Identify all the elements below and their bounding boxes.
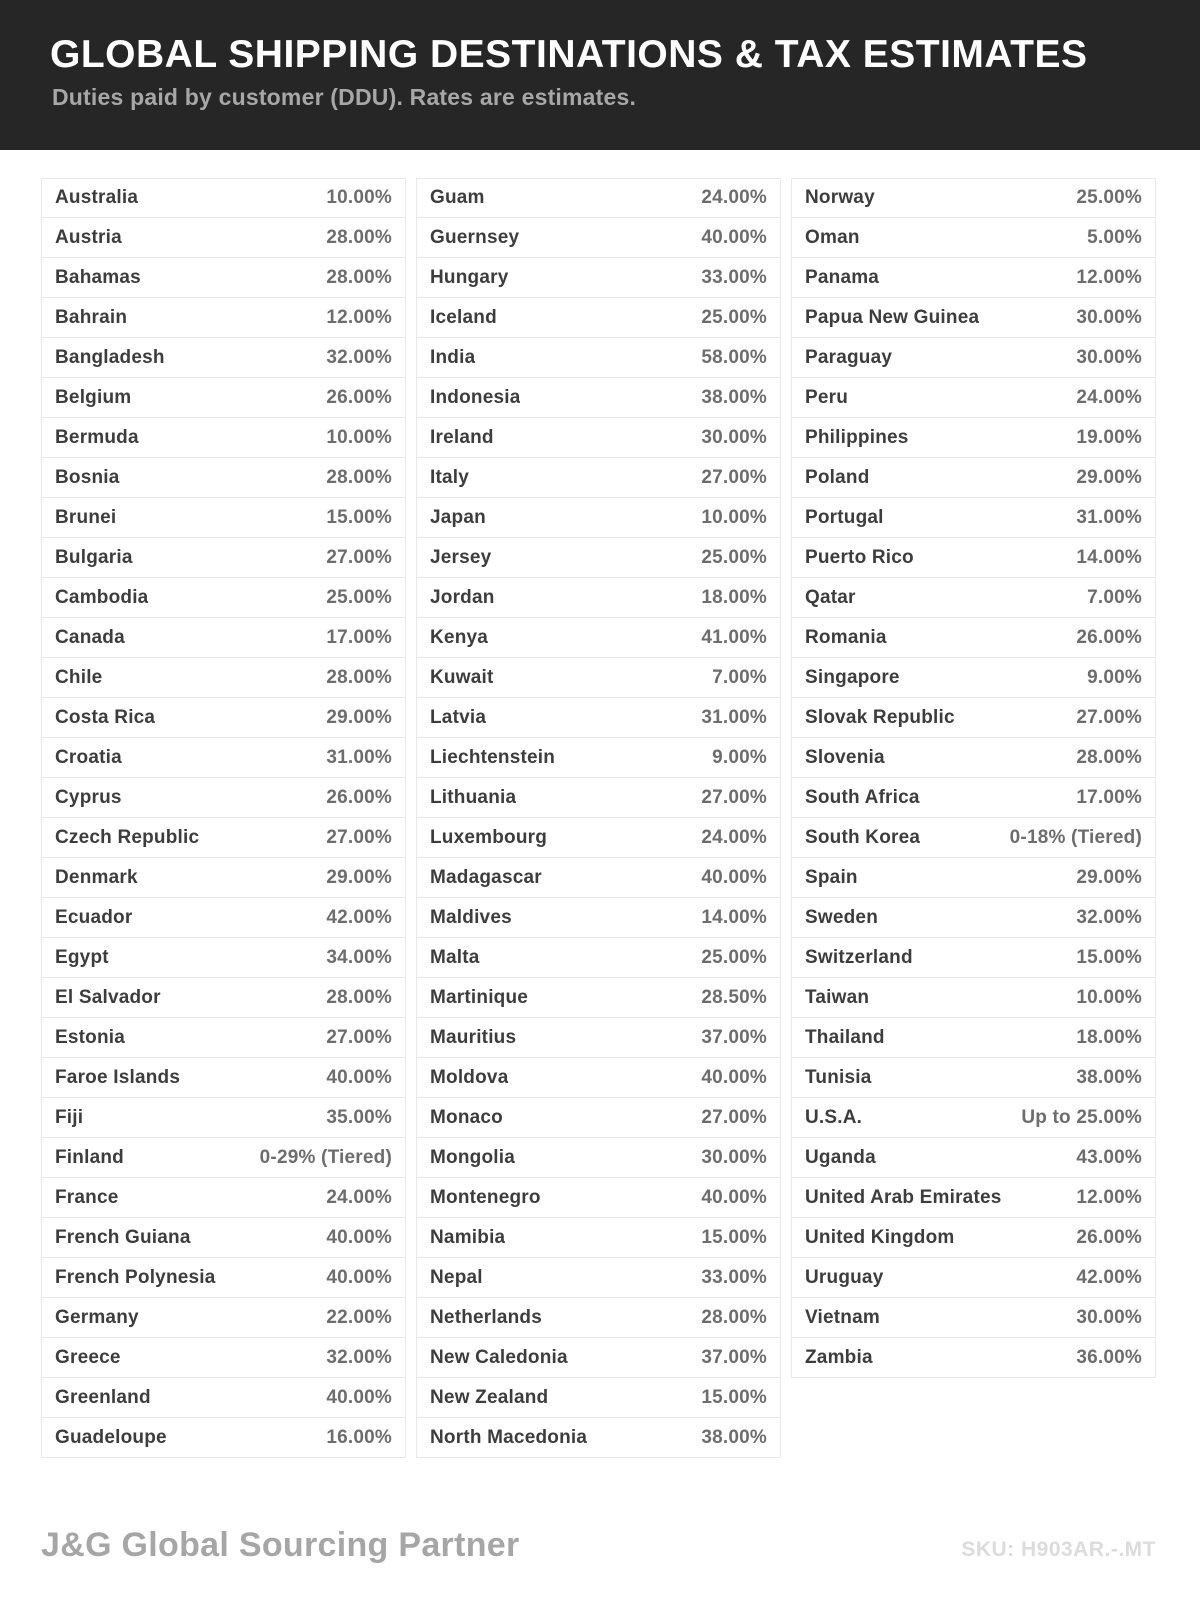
tax-rate: 28.00% bbox=[701, 1306, 767, 1328]
tax-rate: 15.00% bbox=[326, 506, 392, 528]
country-name: Thailand bbox=[805, 1026, 885, 1048]
country-name: Uganda bbox=[805, 1146, 876, 1168]
table-row bbox=[791, 538, 1156, 578]
tax-rate: 16.00% bbox=[326, 1426, 392, 1448]
country-name: Italy bbox=[430, 466, 470, 488]
table-row bbox=[791, 378, 1156, 418]
rates-column-3 bbox=[791, 178, 1156, 1378]
table-row bbox=[41, 1098, 406, 1138]
sku-label: SKU: H903AR.-.MT bbox=[961, 1538, 1156, 1561]
table-row bbox=[41, 538, 406, 578]
country-name: Bahrain bbox=[55, 306, 128, 328]
table-row bbox=[791, 298, 1156, 338]
table-row bbox=[41, 1298, 406, 1338]
country-name: Namibia bbox=[430, 1226, 506, 1248]
tax-rate: 40.00% bbox=[701, 226, 767, 248]
tax-rate: 5.00% bbox=[1087, 226, 1142, 248]
tax-rate: 0-29% (Tiered) bbox=[259, 1146, 392, 1168]
country-name: Guam bbox=[430, 187, 485, 208]
table-row bbox=[791, 1138, 1156, 1178]
country-name: Croatia bbox=[55, 746, 122, 768]
country-name: Bulgaria bbox=[55, 546, 133, 568]
tax-rate: 32.00% bbox=[1076, 906, 1142, 928]
country-name: North Macedonia bbox=[430, 1426, 588, 1448]
tax-rate: 15.00% bbox=[1076, 946, 1142, 968]
country-name: French Guiana bbox=[55, 1226, 191, 1248]
tax-rate: 0-18% (Tiered) bbox=[1009, 826, 1142, 848]
tax-rate: 10.00% bbox=[326, 187, 392, 208]
country-name: Indonesia bbox=[430, 386, 521, 408]
country-name: Brunei bbox=[55, 506, 117, 528]
table-row bbox=[41, 698, 406, 738]
country-name: Papua New Guinea bbox=[805, 306, 980, 328]
tax-rate: 24.00% bbox=[1076, 386, 1142, 408]
country-name: Romania bbox=[805, 626, 887, 648]
tax-rate: 38.00% bbox=[1076, 1066, 1142, 1088]
country-name: Peru bbox=[805, 386, 849, 408]
table-row bbox=[416, 1378, 781, 1418]
country-name: Austria bbox=[55, 226, 122, 248]
country-name: Kuwait bbox=[430, 666, 494, 688]
table-row bbox=[791, 618, 1156, 658]
rates-column-2 bbox=[416, 178, 781, 1458]
country-name: Panama bbox=[805, 266, 880, 288]
tax-rate: 18.00% bbox=[701, 586, 767, 608]
table-row bbox=[791, 818, 1156, 858]
table-row bbox=[41, 738, 406, 778]
table-row bbox=[41, 1338, 406, 1378]
country-name: Bahamas bbox=[55, 266, 141, 288]
tax-rate: 27.00% bbox=[701, 466, 767, 488]
table-row bbox=[416, 378, 781, 418]
country-name: Martinique bbox=[430, 986, 529, 1008]
tax-rate: 18.00% bbox=[1076, 1026, 1142, 1048]
tax-rate: 25.00% bbox=[701, 306, 767, 328]
page-title: GLOBAL SHIPPING DESTINATIONS & TAX ESTIMATES bbox=[50, 33, 1088, 76]
table-row bbox=[791, 858, 1156, 898]
table-row bbox=[416, 578, 781, 618]
country-name: Liechtenstein bbox=[430, 746, 556, 768]
table-row bbox=[416, 1258, 781, 1298]
country-name: Jersey bbox=[430, 546, 492, 568]
country-name: Switzerland bbox=[805, 946, 913, 968]
table-row bbox=[41, 1378, 406, 1418]
table-row bbox=[41, 618, 406, 658]
tax-rate: 9.00% bbox=[1087, 666, 1142, 688]
table-row bbox=[791, 218, 1156, 258]
table-row bbox=[416, 1218, 781, 1258]
table-row bbox=[791, 338, 1156, 378]
country-name: New Caledonia bbox=[430, 1346, 568, 1368]
tax-rate: 29.00% bbox=[326, 706, 392, 728]
country-name: Tunisia bbox=[805, 1066, 872, 1088]
tax-rate: 17.00% bbox=[1076, 786, 1142, 808]
tax-rate: 40.00% bbox=[326, 1266, 392, 1288]
country-name: Estonia bbox=[55, 1026, 126, 1048]
country-name: Montenegro bbox=[430, 1186, 541, 1208]
table-row bbox=[791, 578, 1156, 618]
tax-rate: 28.00% bbox=[326, 266, 392, 288]
tax-rate: 26.00% bbox=[326, 786, 392, 808]
table-row bbox=[41, 938, 406, 978]
table-row bbox=[416, 738, 781, 778]
table-row bbox=[416, 658, 781, 698]
tax-rate: 26.00% bbox=[1076, 1226, 1142, 1248]
tax-rate: 40.00% bbox=[326, 1226, 392, 1248]
tax-rate: 40.00% bbox=[701, 866, 767, 888]
country-name: South Africa bbox=[805, 786, 920, 808]
tax-rate: 33.00% bbox=[701, 1266, 767, 1288]
country-name: Greenland bbox=[55, 1386, 151, 1408]
tax-rate: 14.00% bbox=[701, 906, 767, 928]
table-row bbox=[791, 1178, 1156, 1218]
tax-rate: 40.00% bbox=[326, 1386, 392, 1408]
table-row bbox=[41, 1218, 406, 1258]
tax-rate: 10.00% bbox=[1076, 986, 1142, 1008]
tax-rate: 37.00% bbox=[701, 1346, 767, 1368]
country-name: Finland bbox=[55, 1146, 124, 1168]
table-row bbox=[41, 818, 406, 858]
tax-rate: 30.00% bbox=[1076, 346, 1142, 368]
table-row bbox=[41, 858, 406, 898]
tax-rate: Up to 25.00% bbox=[1021, 1106, 1142, 1128]
table-row bbox=[416, 538, 781, 578]
tax-rate: 27.00% bbox=[326, 546, 392, 568]
tax-rate: 27.00% bbox=[701, 786, 767, 808]
table-row bbox=[41, 898, 406, 938]
tax-rate: 30.00% bbox=[1076, 1306, 1142, 1328]
country-name: Ireland bbox=[430, 426, 494, 448]
table-row bbox=[791, 258, 1156, 298]
table-row bbox=[41, 1058, 406, 1098]
table-row bbox=[416, 458, 781, 498]
tax-rate: 41.00% bbox=[701, 626, 767, 648]
tax-rate: 24.00% bbox=[326, 1186, 392, 1208]
country-name: Canada bbox=[55, 626, 125, 648]
country-name: Vietnam bbox=[805, 1306, 880, 1328]
country-name: Costa Rica bbox=[55, 706, 156, 728]
tax-rate: 36.00% bbox=[1076, 1346, 1142, 1368]
tax-rate: 40.00% bbox=[326, 1066, 392, 1088]
table-row bbox=[791, 1258, 1156, 1298]
table-row bbox=[416, 898, 781, 938]
table-row bbox=[41, 1418, 406, 1458]
table-row bbox=[41, 778, 406, 818]
country-name: Bangladesh bbox=[55, 346, 165, 368]
table-row bbox=[416, 218, 781, 258]
tax-rate: 22.00% bbox=[326, 1306, 392, 1328]
country-name: Monaco bbox=[430, 1106, 503, 1128]
country-name: United Kingdom bbox=[805, 1226, 955, 1248]
tax-rate: 28.00% bbox=[326, 986, 392, 1008]
table-row bbox=[791, 1298, 1156, 1338]
tax-rate: 31.00% bbox=[1076, 506, 1142, 528]
country-name: Portugal bbox=[805, 506, 884, 528]
table-row bbox=[791, 698, 1156, 738]
table-row bbox=[416, 978, 781, 1018]
table-row bbox=[791, 658, 1156, 698]
table-row bbox=[791, 418, 1156, 458]
tax-rate: 12.00% bbox=[1076, 1186, 1142, 1208]
rates-column-1 bbox=[41, 178, 406, 1458]
country-name: Japan bbox=[430, 506, 486, 528]
tax-rate: 15.00% bbox=[701, 1386, 767, 1408]
tax-rate: 9.00% bbox=[712, 746, 767, 768]
country-name: Guernsey bbox=[430, 226, 520, 248]
page-subtitle: Duties paid by customer (DDU). Rates are estimates. bbox=[52, 83, 637, 110]
tax-rate: 29.00% bbox=[1076, 866, 1142, 888]
tax-rate: 12.00% bbox=[1076, 266, 1142, 288]
country-name: Fiji bbox=[55, 1106, 84, 1128]
table-row bbox=[791, 938, 1156, 978]
tax-rate: 43.00% bbox=[1076, 1146, 1142, 1168]
tax-rate: 58.00% bbox=[701, 346, 767, 368]
table-row bbox=[41, 1138, 406, 1178]
tax-rate: 28.00% bbox=[326, 666, 392, 688]
table-row bbox=[791, 978, 1156, 1018]
country-name: Ecuador bbox=[55, 906, 133, 928]
country-name: Slovenia bbox=[805, 746, 885, 768]
tax-rate: 25.00% bbox=[701, 946, 767, 968]
tax-rate: 24.00% bbox=[701, 826, 767, 848]
country-name: U.S.A. bbox=[805, 1106, 863, 1128]
table-row bbox=[416, 1018, 781, 1058]
tax-rate: 25.00% bbox=[701, 546, 767, 568]
table-row bbox=[416, 858, 781, 898]
country-name: Czech Republic bbox=[55, 826, 200, 848]
tax-rate: 35.00% bbox=[326, 1106, 392, 1128]
table-row bbox=[416, 1338, 781, 1378]
tax-rate: 42.00% bbox=[1076, 1266, 1142, 1288]
tax-rate: 29.00% bbox=[326, 866, 392, 888]
table-row bbox=[41, 498, 406, 538]
table-row bbox=[791, 898, 1156, 938]
country-name: Iceland bbox=[430, 306, 497, 328]
country-name: Oman bbox=[805, 226, 860, 248]
tax-rate: 31.00% bbox=[701, 706, 767, 728]
country-name: Spain bbox=[805, 866, 858, 888]
table-row bbox=[791, 778, 1156, 818]
table-row bbox=[416, 1178, 781, 1218]
country-name: Zambia bbox=[805, 1346, 873, 1368]
country-name: France bbox=[55, 1186, 119, 1208]
country-name: Faroe Islands bbox=[55, 1066, 181, 1088]
table-row bbox=[791, 1218, 1156, 1258]
table-row bbox=[41, 1258, 406, 1298]
tax-rate: 38.00% bbox=[701, 386, 767, 408]
table-row bbox=[41, 1178, 406, 1218]
table-row bbox=[791, 1018, 1156, 1058]
rates-table bbox=[41, 178, 1156, 1458]
table-row bbox=[41, 258, 406, 298]
tax-rate: 29.00% bbox=[1076, 466, 1142, 488]
tax-rate: 30.00% bbox=[701, 1146, 767, 1168]
country-name: Australia bbox=[55, 187, 139, 208]
country-name: South Korea bbox=[805, 826, 921, 848]
country-name: El Salvador bbox=[55, 986, 161, 1008]
table-row bbox=[416, 818, 781, 858]
tax-rate: 7.00% bbox=[712, 666, 767, 688]
tax-rate: 24.00% bbox=[701, 187, 767, 208]
table-row bbox=[416, 698, 781, 738]
country-name: Mongolia bbox=[430, 1146, 515, 1168]
tax-rate: 30.00% bbox=[701, 426, 767, 448]
table-row bbox=[41, 578, 406, 618]
country-name: Netherlands bbox=[430, 1306, 543, 1328]
country-name: Qatar bbox=[805, 586, 856, 608]
country-name: Moldova bbox=[430, 1066, 509, 1088]
country-name: United Arab Emirates bbox=[805, 1186, 1002, 1208]
country-name: Kenya bbox=[430, 626, 489, 648]
tax-rate: 19.00% bbox=[1076, 426, 1142, 448]
country-name: Norway bbox=[805, 187, 875, 208]
country-name: Taiwan bbox=[805, 986, 870, 1008]
table-row bbox=[791, 1098, 1156, 1138]
country-name: Luxembourg bbox=[430, 826, 548, 848]
table-row bbox=[416, 1298, 781, 1338]
tax-rate: 27.00% bbox=[1076, 706, 1142, 728]
table-row bbox=[41, 978, 406, 1018]
country-name: Chile bbox=[55, 666, 103, 688]
table-row bbox=[41, 418, 406, 458]
tax-rate: 10.00% bbox=[326, 426, 392, 448]
country-name: Maldives bbox=[430, 906, 512, 928]
tax-rate: 25.00% bbox=[1076, 187, 1142, 208]
country-name: Uruguay bbox=[805, 1266, 884, 1288]
brand-name: J&G Global Sourcing Partner bbox=[41, 1526, 520, 1564]
table-row bbox=[791, 498, 1156, 538]
tax-rate: 34.00% bbox=[326, 946, 392, 968]
tax-rate: 31.00% bbox=[326, 746, 392, 768]
country-name: Cambodia bbox=[55, 586, 149, 608]
tax-rate: 42.00% bbox=[326, 906, 392, 928]
country-name: French Polynesia bbox=[55, 1266, 216, 1288]
table-row bbox=[791, 738, 1156, 778]
tax-rate: 33.00% bbox=[701, 266, 767, 288]
country-name: Malta bbox=[430, 946, 480, 968]
country-name: Hungary bbox=[430, 266, 509, 288]
country-name: Greece bbox=[55, 1346, 121, 1368]
country-name: Poland bbox=[805, 466, 870, 488]
tax-rate: 27.00% bbox=[326, 1026, 392, 1048]
country-name: Puerto Rico bbox=[805, 546, 914, 568]
country-name: Sweden bbox=[805, 906, 878, 928]
table-row bbox=[416, 1418, 781, 1458]
tax-rate: 32.00% bbox=[326, 346, 392, 368]
tax-rate: 38.00% bbox=[701, 1426, 767, 1448]
country-name: Paraguay bbox=[805, 346, 893, 368]
table-row bbox=[41, 458, 406, 498]
tax-rate: 17.00% bbox=[326, 626, 392, 648]
table-row bbox=[791, 1058, 1156, 1098]
table-row bbox=[416, 498, 781, 538]
country-name: New Zealand bbox=[430, 1386, 549, 1408]
country-name: Guadeloupe bbox=[55, 1426, 167, 1448]
country-name: Latvia bbox=[430, 706, 487, 728]
table-row bbox=[41, 298, 406, 338]
tax-rate: 28.50% bbox=[701, 986, 767, 1008]
table-row bbox=[791, 178, 1156, 218]
table-row bbox=[416, 1098, 781, 1138]
country-name: India bbox=[430, 346, 476, 368]
country-name: Belgium bbox=[55, 386, 132, 408]
tax-rate: 30.00% bbox=[1076, 306, 1142, 328]
tax-rate: 40.00% bbox=[701, 1066, 767, 1088]
table-row bbox=[416, 178, 781, 218]
header bbox=[0, 0, 1200, 150]
tax-rate: 25.00% bbox=[326, 586, 392, 608]
table-row bbox=[41, 1018, 406, 1058]
tax-rate: 15.00% bbox=[701, 1226, 767, 1248]
table-row bbox=[41, 378, 406, 418]
country-name: Nepal bbox=[430, 1266, 483, 1288]
table-row bbox=[416, 938, 781, 978]
table-row bbox=[41, 338, 406, 378]
table-row bbox=[416, 338, 781, 378]
country-name: Egypt bbox=[55, 946, 109, 968]
country-name: Singapore bbox=[805, 666, 900, 688]
tax-rate: 28.00% bbox=[326, 466, 392, 488]
table-row bbox=[416, 298, 781, 338]
table-row bbox=[416, 418, 781, 458]
table-row bbox=[41, 218, 406, 258]
tax-rate: 40.00% bbox=[701, 1186, 767, 1208]
tax-rate: 7.00% bbox=[1087, 586, 1142, 608]
country-name: Bosnia bbox=[55, 466, 120, 488]
country-name: Slovak Republic bbox=[805, 706, 955, 728]
tax-rate: 14.00% bbox=[1076, 546, 1142, 568]
country-name: Philippines bbox=[805, 426, 909, 448]
tax-rate: 37.00% bbox=[701, 1026, 767, 1048]
tax-rate: 28.00% bbox=[326, 226, 392, 248]
country-name: Lithuania bbox=[430, 786, 517, 808]
country-name: Germany bbox=[55, 1306, 139, 1328]
table-row bbox=[41, 178, 406, 218]
table-row bbox=[416, 1058, 781, 1098]
country-name: Denmark bbox=[55, 866, 138, 888]
country-name: Mauritius bbox=[430, 1026, 517, 1048]
footer bbox=[41, 1526, 1156, 1565]
tax-rate: 28.00% bbox=[1076, 746, 1142, 768]
table-row bbox=[416, 1138, 781, 1178]
table-row bbox=[41, 658, 406, 698]
tax-rate: 27.00% bbox=[326, 826, 392, 848]
table-row bbox=[791, 458, 1156, 498]
table-row bbox=[416, 258, 781, 298]
tax-rate: 27.00% bbox=[701, 1106, 767, 1128]
tax-rate: 32.00% bbox=[326, 1346, 392, 1368]
tax-rate: 10.00% bbox=[701, 506, 767, 528]
tax-rate: 12.00% bbox=[326, 306, 392, 328]
table-row bbox=[416, 618, 781, 658]
tax-rate: 26.00% bbox=[1076, 626, 1142, 648]
country-name: Jordan bbox=[430, 586, 495, 608]
table-row bbox=[791, 1338, 1156, 1378]
country-name: Madagascar bbox=[430, 866, 542, 888]
tax-rate: 26.00% bbox=[326, 386, 392, 408]
table-row bbox=[416, 778, 781, 818]
country-name: Cyprus bbox=[55, 786, 122, 808]
country-name: Bermuda bbox=[55, 426, 139, 448]
